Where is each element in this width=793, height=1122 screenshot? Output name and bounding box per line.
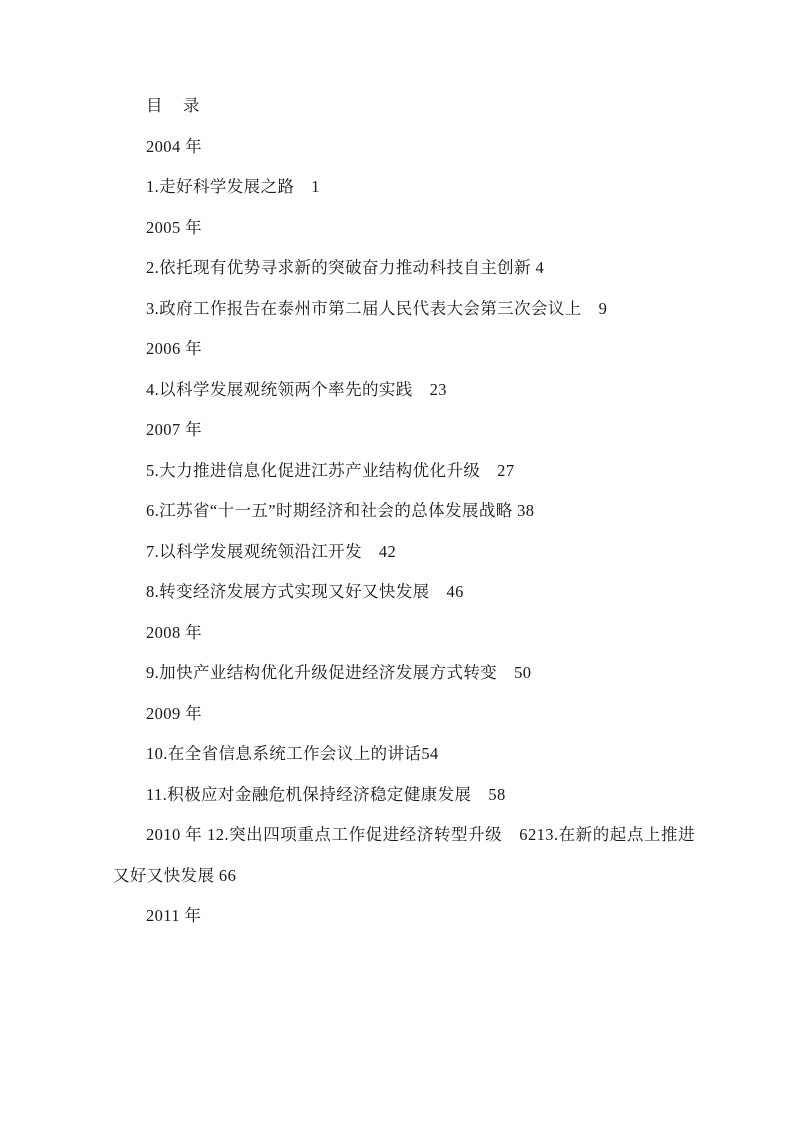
- toc-entry-10: 10.在全省信息系统工作会议上的讲话54: [146, 744, 439, 763]
- toc-entry-11: 11.积极应对金融危机保持经济稳定健康发展 58: [146, 784, 506, 804]
- toc-heading: 目 录: [146, 96, 202, 115]
- toc-entry-7: 7.以科学发展观统领沿江开发 42: [146, 541, 397, 561]
- toc-entry-12-13: 2010 年 12.突出四项重点工作促进经济转型升级 6213.在新的起点上推进又好又快发展 66: [113, 825, 695, 885]
- toc-entry-3: 3.政府工作报告在泰州市第二届人民代表大会第三次会议上 9: [146, 298, 608, 318]
- toc-year-2008: 2008 年: [146, 622, 203, 642]
- toc-entry-8: 8.转变经济发展方式实现又好又快发展 46: [146, 582, 464, 601]
- toc-year-2006: 2006 年: [146, 339, 203, 358]
- table-of-contents: [113, 86, 695, 937]
- toc-entry-5: 5.大力推进信息化促进江苏产业结构优化升级 27: [146, 460, 515, 480]
- toc-entry-2: 2.依托现有优势寻求新的突破奋力推动科技自主创新 4: [146, 258, 545, 277]
- toc-year-2007: 2007 年: [146, 420, 203, 439]
- toc-entry-6: 6.江苏省“十一五”时期经济和社会的总体发展战略 38: [146, 501, 535, 520]
- toc-entry-1: 1.走好科学发展之路 1: [146, 177, 320, 196]
- toc-entry-4: 4.以科学发展观统领两个率先的实践 23: [146, 379, 447, 399]
- toc-year-2011: 2011 年: [146, 906, 202, 925]
- toc-year-2004: 2004 年: [146, 136, 203, 156]
- toc-entry-9: 9.加快产业结构优化升级促进经济发展方式转变 50: [146, 663, 532, 682]
- toc-year-2005: 2005 年: [146, 217, 203, 237]
- toc-year-2009: 2009 年: [146, 703, 203, 723]
